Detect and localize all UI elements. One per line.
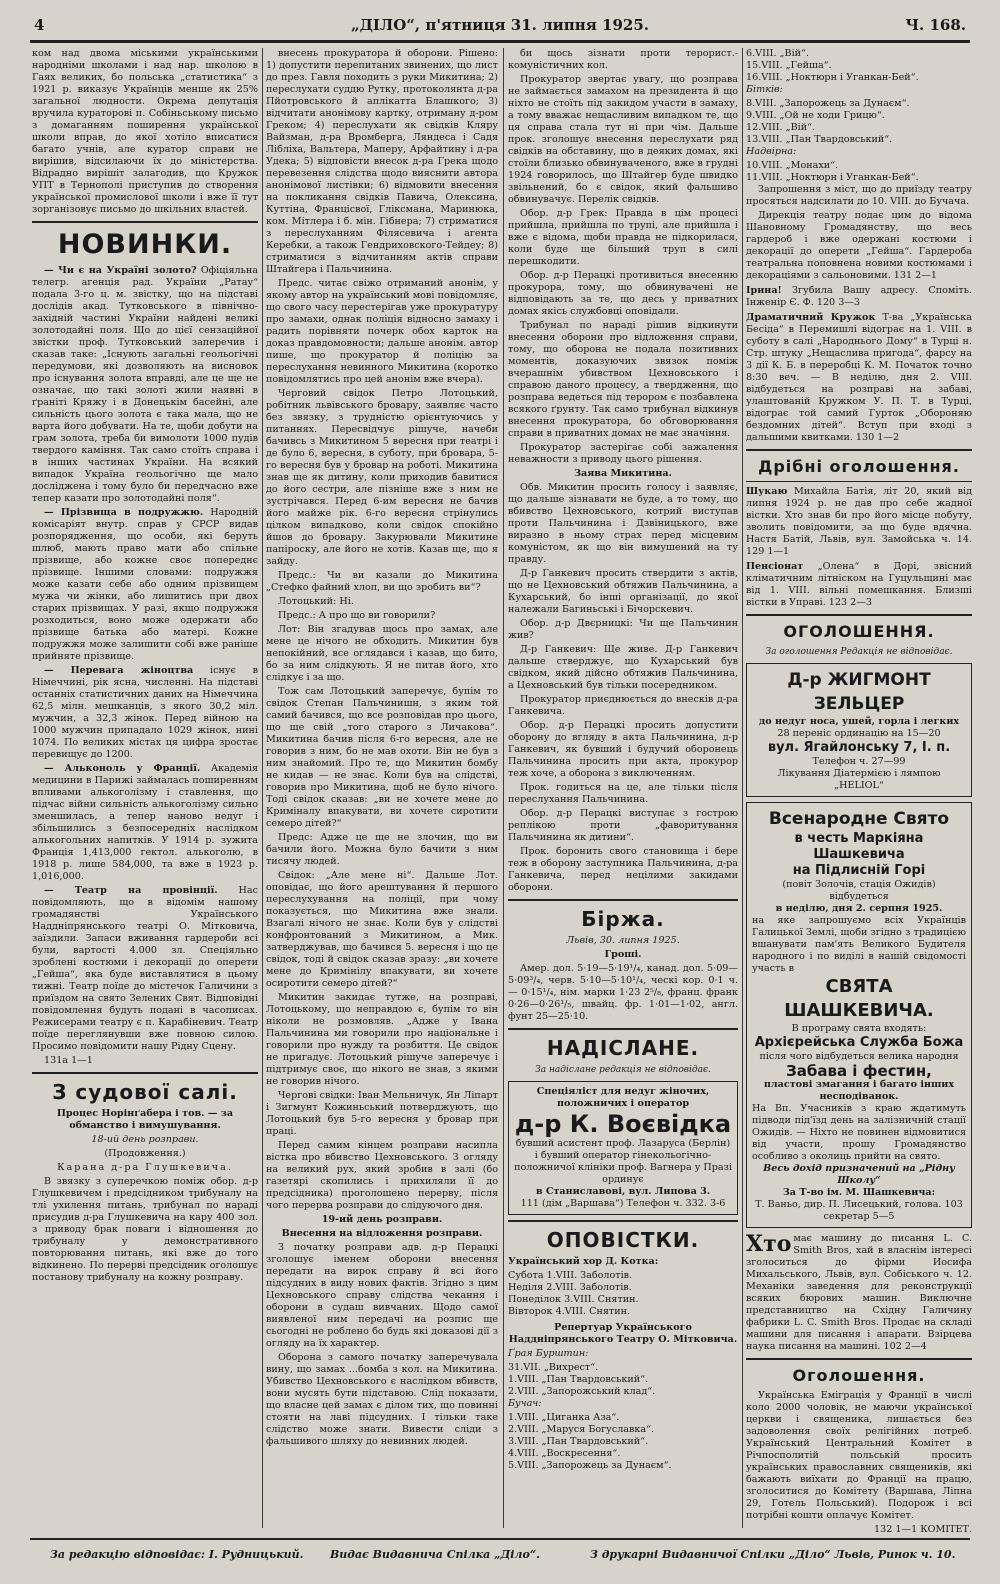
small-ad [746, 486, 972, 558]
section-rule [32, 1072, 258, 1074]
trial-paragraph: Д-р Ганкевич просить ствердити з актів, що не Цехновський обтяжив Пальчинина, а Кухарський, бо інші організації, до якої належали Багиньські і Бічорскевич. [508, 568, 738, 615]
section-rule [746, 1358, 972, 1360]
zelcer-line2: 28 переніс ординацію на 15—20 [777, 728, 941, 739]
ads-note: За оголошення Редакція не відповідає. [765, 647, 953, 657]
doctor-ad-name: д-р К. Воєвідка [514, 1110, 732, 1138]
court-text: В звязку з суперечкою поміж обор. д-р Глушкевичем і предсідником трибуналу на тлі ухилення питань, трибунал по нараді присудив д-ра Глушкевича на кару 400 зол. з приводу брак поваги і відношення до трибуналу у демонстративного повторювання питань, які вже до того відкинено. По перерві предсідник оголошує постанову трибуналу на кожну розправу. [32, 1176, 258, 1283]
section-rule [508, 1028, 738, 1030]
list-entry: Вівторок 4.VIII. Снятин. [508, 1306, 631, 1317]
festival-line2: на Підлисній Горі [792, 863, 926, 878]
column-1 [32, 48, 258, 1528]
news-item-text: існує в Німеччині, рік ясна, численні. На підставі останніх статистичних даних на Німеччина 62,5 мілн. мешканців, з якого 30,2 міл. мужчин, а 32,3 жінок. Перед війною на 1000 мужчин припадало 1029 жінок, нині 1074. По великих містах ця цифра зростає перевищує до 1200. [32, 665, 258, 760]
choir-title: Український хор Д. Котка: [508, 1256, 659, 1267]
list-entry: 3.VIII. „Пан Твардовський“. [508, 1436, 649, 1447]
list-entry: 8.VIII. „Запорожець за Дунаєм“. [746, 98, 910, 109]
trial-paragraph: Прокуратор застерігає собі зажалення неважности з приводу цього рішення. [508, 442, 738, 465]
section-rule [746, 481, 972, 482]
list-entry: Субота 1.VIII. Заболотів. [508, 1270, 633, 1281]
announcement-sign: 132 1—1 КОМІТЕТ. [874, 1524, 972, 1535]
footer-publisher: Видає Видавнича Спілка „Діло“. [330, 1548, 540, 1561]
trial-paragraph: Тож сам Лотоцький заперечує, бупім то свідок Степан Пальчинишн, з яким той самий бачився, що все розповідав про цього, що ще свій „того старого з Личакова“. Микитина бачив після 6-го вересня, але не говорив з ним, бо не мав охоти. Він не був з ним знайомий. Про те, що Микитин бомбу не кидав — не знає. Коли був на слідстві, говорив про Микитина, щоб не було нічого. Тоді свідок сказав: „ви не хочете мене до Криміналу впакувати, ви хочете сиротити семеро дітей?“ [266, 686, 498, 829]
news-item-text: Академія медицини в Парижі займалась поширенням впливами алькоголізму і ставлення, що підчас війни сильність алькоголізму сильно зменшилась, а тепер наново недуг і збільшились з безпосередніх наслідком алькогольних напитків. У 1914 р. зужита Франція 1,413,000 гектол. алькоголю, в 1918 р. лише 584,000, та вже в 1923 р. 1,016,000. [32, 763, 258, 882]
nadislane-note: За надіслане редакція не відповідає. [535, 1065, 711, 1075]
repertoire-title: Репертуар Українського Наддніпрянського Театру О. Мітковича. [508, 1322, 738, 1345]
trial-paragraph: Д-р Ганкевич: Ще живе. Д-р Ганкевич дальше стверджує, що Кухарський був свідком, який дійсно обтяжив Пальчинина, а Цехновський був тільки посередником. [508, 644, 738, 691]
doctor-ad-footer: 111 (дім „Варшава“) Телефон ч. 332. 3-6 [520, 1198, 726, 1209]
theatre-direction: Дирекція театру подає цим до відома Шановному Громадянству, що весь гардероб і вже одержані костюми і декорації до оперети „Гейша“. Гардероба театральна поповнена новими костюмами і декораціями з сальоновими. 131 2—1 [746, 210, 972, 281]
list-entry: 9.VIII. „Ой не ходи Грицю“. [746, 110, 885, 121]
doctor-ad-address: в Станиславові, вул. Липова 3. [535, 1186, 711, 1197]
list-entry: 16.VIII. „Ноктюрн і Уганкан-Бей“. [746, 72, 919, 83]
news-item-head: — Прізвища в подружжю. [44, 507, 204, 518]
small-ad-text: Михайла Батія, літ 20, який від липня 1924 р. не дав про себе жадної вістки. Хто знав би про його місце побуту, зволить повідомити, за що буде вдячна. Настя Батій, Львів, вул. Замойська ч. 14. 129 1—1 [746, 486, 972, 557]
festival-line4: відбудеться [829, 891, 889, 902]
section-rule [746, 449, 972, 451]
news-item [32, 1055, 258, 1067]
trial-paragraph: Предс: Адже це ще не злочин, що ви бачили його. Можна було бачити з ним тисячу людей. [266, 832, 498, 867]
section-rule [508, 1220, 738, 1222]
trial-paragraph: Прокуратор приєднюється до внесків д-ра Ганкевича. [508, 694, 738, 717]
repertoire-list [746, 98, 972, 146]
court-heading: Карана д-ра Глушкевича. [57, 1162, 233, 1173]
trial-paragraph: би щось зізнати проти терорист.-комуністичних кол. [508, 48, 738, 71]
column-divider [262, 48, 263, 1528]
news-item-head: — Перевага жіноцтва [44, 665, 194, 676]
festival-signers: Т. Ваньо, дир. П. Лисецький, голова. 103 секретар 5—5 [755, 1199, 963, 1222]
trial-paragraph: Обор. д-р Грек: Правда в цім процесі прийшла, прийшла по трупі, але прийшла і вже є відома, щоби правда не підкорилася, коли буде ще більший труп в силі перешкодити. [508, 208, 738, 267]
classified-head: Драматичний Кружок [746, 312, 876, 323]
small-ads-list [746, 486, 972, 609]
list-entry: 11.VIII. „Ноктюрн і Уганкан-Бей“. [746, 172, 919, 183]
festival-text2: На Вп. Учасників з краю ждатимуть підводи під'їзд день на залізничній стації Ожидів. — Ніхто не повинен відмовитися від участи, прошу Громадянство особливо з околиць прийти на свято. [752, 1103, 966, 1162]
section-rule [746, 614, 972, 616]
zelcer-street: вул. Ягайлонську 7, І. п. [767, 740, 951, 755]
list-entry: 5.VIII. „Запорожець за Дунаєм“. [508, 1460, 672, 1471]
announcement-title: Оголошення. [792, 1366, 926, 1385]
trial-paragraph: Перед самим кінцем розправи насипла вістка про вбивство Цехновського. З огляду на великий рух, який зробив в залі (бо газетярі скопились і прихиляли її до предсідника) проголошено перерву, після чого перерва розправи до слідуючого дня. [266, 1140, 498, 1211]
doctor-ad-top: Спеціяліст для недуг жіночих, положничих і оператор [536, 1086, 710, 1109]
trial-paragraph: Лотоцький: Ні. [278, 596, 354, 607]
trial-paragraph: Оборона з самого початку заперечувала вину, що замах ...бомба з кол. на Микитина. Убивство Цехновського є наслідком вбивств, вони мусять бути підставою. Слід показати, що власне цей замах є ділом тих, що повинні стояти на лаві підсудних. І тільки таке слідство може знати. Вивести сліди з фальшивого шляху до невинних людей. [266, 1352, 498, 1447]
zelcer-line1: до недуг носа, ушей, горла і легких [758, 716, 960, 727]
news-item [32, 885, 258, 1053]
list-entry: 2.VIII. „Маруся Богуславка“. [508, 1424, 655, 1435]
list-entry: 4.VIII. „Воскресення“. [508, 1448, 621, 1459]
nadislane-title: НАДІСЛАНЕ. [546, 1036, 700, 1060]
doctor-advertisement [508, 1081, 738, 1215]
news-item [32, 265, 258, 505]
news-section-title: НОВИНКИ. [57, 229, 233, 260]
small-ads-title: Дрібні оголошення. [758, 457, 960, 476]
repertoire-list [508, 1362, 738, 1398]
column-divider [503, 48, 504, 1528]
court-subtitle: Процес Норінґабера і тов. — за обманство і вимушування. [56, 1108, 234, 1131]
classified-entry [746, 312, 972, 444]
news-item [32, 507, 258, 663]
zelcer-tail: Лікування Діатермією і лямпою „HELIOL“ [777, 768, 941, 791]
section-rule [508, 899, 738, 901]
festival-sign: За Т-во ім. М. Шашкевича: [782, 1187, 936, 1198]
trial-subheading: 19-ий день розправи. [321, 1214, 443, 1225]
trial-paragraph: Предс.: А про що ви говорили? [278, 610, 436, 621]
classified-text: Згубила Вашу адресу. Споміть. Інженір Є. Ф. 120 3—3 [746, 285, 972, 308]
trial-continuation [508, 48, 738, 894]
festival-text: на яке запрошуємо всіх Українців Галицької Землі, щоби згідно з традицією вшанувати пам'ять Великого Будителя народного і по виділі в нашій свідомості участь в [752, 915, 966, 974]
repertoire-town: Надвірна: [746, 146, 797, 157]
list-entry: 12.VIII. „Вій“. [746, 122, 816, 133]
trial-paragraph: Обор. д-р Перацкі просить допустити оборону до вгляду в акта Пальчинина, д-р Ганкевич, як бувший і будучий оборонець Пальчинина просить при акта, прокурор теж хоче, а оборона з виключенням. [508, 720, 738, 779]
typewriter-ad-head: Хто [746, 1231, 792, 1257]
list-entry: 15.VIII. „Гейша“. [746, 60, 832, 71]
theatre-note: Запрошення з міст, що до приїзду театру просяться надсилати до 10. VIII. до Бучача. [746, 184, 972, 207]
small-ad-head: Шукаю [746, 486, 788, 497]
announcements-title: ОПОВІСТКИ. [546, 1228, 700, 1252]
repertoire-list [746, 48, 972, 84]
trial-paragraph: Обв. Микитин просить голосу і заявляє, що дальше зізнавати не буде, а то тому, що вбивство Цехновського, котрий виступав проти Пальчинина і Дзвіницького, вже виразно в ньому страх перед місцевим комуністом, як що він вимушений на ту правду. [508, 482, 738, 565]
exchange-subtitle: Гроші. [604, 949, 642, 960]
court-day: 18-ий день розправи. [91, 1134, 199, 1145]
shashkevych-festival-ad [746, 802, 972, 1228]
zelcer-name: Д-р ЖИГМОНТ ЗЕЛЬЦЕР [787, 670, 931, 714]
list-entry: 1.VIII. „Циганка Аза“. [508, 1412, 620, 1423]
trial-paragraph: Черговий свідок Петро Лотоцький, робітник львівського бровару, заявляє часто без звязку, з трудністю орієнтуючись у питаннях. Пересвідчує рішуче, начеби бачивсь з Микитином 5 вересня при театрі і де було 6, вересня, в суботу, при бровара, 5-го вересня був у бровар на роботі. Микитина знав ще як дитину, коли приходив бавитися до його сестри, але пізніше вже з ним не зустрічався. Перед 6-им вересня не бачив його майже рік. 6-го вересня стрінулись цілком випадково, коли свідок спокійно йшов до бровару. Закурювали Микитине папіроску, але його не хотів. Казав ще, що я зайду. [266, 388, 498, 567]
repertoire-town: Бітків: [746, 84, 783, 95]
classified-text: Т-ва „Українська Бесіда“ в Перемишлі відограє на 1. VIII. в суботу в салі „Народнього Дому“ в Турці н. Стр. штуку „Нещаслива пригода“, фарсу на 3 дії К. Б. в переробці К. М. Початок точно 8:30 веч. — В неділю, дня 2. VIII. відбудеться на розправі на забаві, улаштованій Кружком У. П. Т. в Турці, відограє той самий Гурток „Обороняю бездомних дітей“. Вступ при вході з дальшими квитками. 130 1—2 [746, 312, 972, 443]
small-ad-head: Пенсіонат [746, 561, 804, 572]
exchange-date: Львів, 30. липня 1925. [566, 935, 680, 946]
trial-paragraph: Прок. годиться на це, але тільки після переслухання Пальчинина. [508, 782, 738, 805]
trial-paragraph: Свідок: „Але мене ні“. Дальше Лот. оповідає, що його арештування й першого переслухування на поліції, при чому показується, що Микитина вже знали. Взагалі нічого не знає. Коли був у слідстві конфронтований з Микитином, а Мик. затверджував, що бачився 5. вересня і що це свідок, тоді й свідок сказав зразу: „ви хочете мене до Кримінілу впакувати, ви хочете осиротити семеро дітей?“ [266, 870, 498, 989]
news-item-text: Нас повідомляють, що в відомім нашому громадянстві Українського Наддніпрянського театрі О. Мітковича, заїздили. Запаси вживання гардероби всі були, вартості 4.000 зл. Спеціяльно зроблені костюми і декорації до оперети „Гейша“, яка буде виставлятися в цьому тижні. Театр поїде до містечок Галичини з приїздом на свято Зелених Свят. Відповідні повідомлення будуть подані в часописах. Режисерами театру є п. Карабіневич. Театр поїде переглянувши вже повною силою. Просимо повідомити нашу Рідну Сцену. [32, 885, 258, 1052]
repertoire-town: Ґрая Бурштин: [508, 1348, 589, 1359]
festival-item3: пластові змагання і багато інших несподіванок. [763, 1079, 955, 1102]
exchange-rates: Амер. дол. 5·19—5·19¹/₄, канад. дол. 5·09—5·09³/₄, черв. 5·10—5·10¹/₄, ческі кор. 0·1 ч. — 0·15¹/₄, нім. марки 1·23 2⁵/₈, франц. франк 0·26—0·26¹/₅, швайц. фр. 1·01—1·02, англ. фунт 25—25·10. [508, 963, 738, 1022]
list-entry: 1.VIII. „Пан Твардовський“. [508, 1374, 649, 1385]
news-list [32, 265, 258, 1067]
trial-paragraph: Предс.: Чи ви казали до Микитина „Стефко файний хлоп, ви що зробить ви“? [266, 570, 498, 593]
trial-paragraph: Чергові свідки: Іван Мельничук, Ян Ліпарт і Зигмунт Кожиньський потверджують, що Лотоцький був 5-го вересня у бровар при праці. [266, 1090, 498, 1137]
news-item-head: — Чи є на Україні золото? [44, 265, 197, 276]
festival-program: В програму свята входять: [791, 1023, 927, 1034]
typewriter-ad [746, 1233, 972, 1353]
small-ad [746, 561, 972, 609]
festival-income: Весь дохід призначений на „Рідну Школу“ [763, 1163, 955, 1186]
festival-line3: (повіт Золочів, стація Ожидів) [782, 879, 936, 890]
festival-date: в неділю, дня 2. серпня 1925. [775, 903, 943, 914]
doctor-ad-text: бувший асистент проф. Лазаруса (Берлін) і бувший оператор гінекольогічно-положничої клініки проф. Вагнера у Празі ординує [514, 1138, 732, 1185]
zelcer-advertisement [746, 663, 972, 797]
zelcer-phone: Телефон ч. 27—99 [812, 756, 906, 767]
news-item-head: — Театр на провінції. [44, 885, 218, 896]
festival-line1: в честь Маркіяна Шашкевича [794, 831, 924, 862]
typewriter-ad-text: має машину до писання L. C. Smith Bros, хай в власнім інтересі зголоситься до фірми Иосифа Михальського, Львів, вул. Собіського ч. 12. Механіки заведення для реконструкції всяких бюрових машин. Виключне представництво на Східну Галичину фабрики L. C. Smith Bros. Продає на складі машини для писання і апарати. Взірцева наука писання на машині. 102 2—4 [746, 1233, 972, 1352]
trial-paragraph: Прокуратор звертає увагу, що розправа не займається замахом на президента й що ніхто не стоїть під закидом участи в замаху, а тому вважає нещасливим випадком те, що ця справа стала тут ні при чім. Дальше прок. зголошує внесення переслухати ряд свідків на обставину, що в деяких домах, які стоїли близько обвинуваченого, вже в грудні 1924 говорилось, що Штайгер буде швидко звільнений, бо є свідок, який фальшиво обвинувачує. Перелік свідків. [508, 74, 738, 205]
list-entry: Понеділок 3.VIII. Снятин. [508, 1294, 639, 1305]
news-item-head: — Альконоль у Франції. [44, 763, 201, 774]
trial-paragraph: внесень прокуратора й оборони. Рішено: 1) допустити перепитаних звинених, що лист до през. Гавля походить з руки Микитина; 2) переслухати суддю Рутку, протоколянта д-ра Пйотровського й аплікатта Блашкого; 3) відчитати анонімову картку, отриману д-ром Греком; 4) переслухати як свідків Кляру Вайзман, д-ра Вромберга, Ляндеса і Садя Лібліха, Вальтера, Маперу, Арфайтину і д-ра Удека; 5) відповісти внесок д-ра Грека щодо перевезення слідства щодо вияснити автора анонімової листівки; 6) відмовити внесення на покликання свідків Павича, Олексина, Куттіна, Францісвої, Гліксмана, Маринюка, ком. Мітлера і б. мін. Гібнера; 7) стриматися з переслуханням Філясевича і агента Керебки, а також Гендриховского-Тейдеу; 8) стриматися з відчитанням актів справи Штайгера і Пальчинина. [266, 48, 498, 275]
news-item [32, 665, 258, 761]
trial-subheading: Внесення на відложення розправи. [281, 1228, 483, 1239]
repertoire-list [508, 1412, 738, 1472]
news-item [32, 763, 258, 883]
trial-paragraph: Обор. д-р Перацкі противиться внесенню прокурора, тому, що обвинувачені не відповідають за те, що десь у приватних домах якісь службовці оповідали. [508, 270, 738, 317]
trial-paragraph: Прок. боронить свого становища і бере теж в оборону заступника Пальчинина, д-ра Ганкевича, перед нецілими закидами оборони. [508, 846, 738, 893]
ads-title: ОГОЛОШЕННЯ. [783, 622, 935, 641]
masthead-line: „ДІЛО“, п'ятниця 31. липня 1925. [350, 16, 650, 34]
list-entry: 13.VIII. „Пан Твардовський“. [746, 134, 893, 145]
list-entry: 6.VIII. „Вій“. [746, 48, 809, 59]
list-entry: 10.VIII. „Монахи“. [746, 160, 839, 171]
festival-big: СВЯТА ШАШКЕВИЧА. [784, 976, 934, 1021]
intro-paragraph: ком над двома міськими українськими народніми школами і над нар. школою в Гаях великих, бо польська „статистика“ з 1921 р. виказує Українців менше як 25% загальної людности. Окрема депутація вручила кураторові п. Собіньському письмо з домаганням поширення української школи вправ, до якої хотіло вписатися багато учнів, але куратор справи не вирішив, відсилаючи їх до міністерства. Відрадно вирішіт залагодив, що Кружок УПТ в Тернополі приступив до створення української промислової школи і вже її тут зорганізовує письмо до шкільних властей. [32, 48, 258, 215]
trial-paragraph: Трибунал по нараді рішив відкинути внесення оборони про відложення справи, тому, що оборона не подала позитивних моментів, доказуючих звязок поміж вчерашнім убивством Цехновського і справою даного процесу, а твердження, що розправа ведеться під терором є позбавлена всякого ґрунту. Так само трибунал відкинув внесення прокуратора, бо обговорювання справи в приватних домах не має значіння. [508, 320, 738, 439]
classified-head: Ірина! [746, 285, 782, 296]
page-header [30, 14, 970, 43]
classified-list [746, 285, 972, 444]
footer-printer: З друкарні Видавничої Спілки „Діло“ Львів, Ринок ч. 10. [590, 1548, 956, 1561]
festival-item1-text: після чого відбудеться велика народня [759, 1051, 959, 1062]
news-item-text: Народній комісаріят внутр. справ у СРСР видав розпорядження, що особи, які беруть шлюб, мають право мати або спільне прізвище, або кожне своє попереднє прізвище. Іншими словами: подружжя може казати себе або одним прізвищем мужа чи жінки, або лишитись при двох старих прізвищах. У разі, якщо подружжя розходиться, воно може одержати або прізвище батька або матері. Кожне подружжя може залишити собі вже раніше прийняте прізвище. [32, 507, 258, 662]
court-continued: (Продовження.) [104, 1148, 186, 1159]
trial-paragraph: Обор. д-р Перацкі виступає з гострою реплікою проти „фаворитування Пальчинина як дитини“. [508, 808, 738, 843]
repertoire-town: Бучач: [508, 1398, 542, 1409]
news-item-text: Офіціяльна телегр. агенція рад. України „Ратау“ подала 3-го ц. м. звістку, що на підставі дослідів акад. Тутковського в північно-західній частині України найдені великі золотодайні поля. Що до цієї сензаційної звістки проф. Тутковський заперечив і сказав таке: „Існують загальні геольогічні передумови, які дозволяють на висновок про існування золота вправді, але це ще не означає, що такі золоті жили наявні в ґраніті Кряжу і в Донецькім басейні, але сильність цього золота є така мала, що не варта його добувати. На те, щоби добути на грам золота, треба би вимолоти 1000 пудів твердого каміння. Так само стоїть справа і в інших частинах України. На всякий випадок Україна геольогічно ще мало досліджена і тому було би передчасно вже тепер казати про золотодайні поля“. [32, 265, 258, 504]
list-entry: 2.VIII. „Запорожський клад“. [508, 1386, 656, 1397]
festival-item2: Забава і фестин, [786, 1062, 932, 1080]
footer-editor: За редакцію відповідає: І. Рудницький. [50, 1548, 304, 1561]
page-number: 4 [34, 16, 45, 34]
trial-paragraph: З початку розправи адв. д-р Перацкі зголошує іменем оборони внесення передати на вирок справу й всі його підсудних в виду нових фактів. Згідно з цим Цехновського справу слідства чекання і оборони в судаш вивчаних. Щодо самої виявленої ним передачі на розпис ще сьогодні не роблено бо будь які доказові дії з огляду на їх характер. [266, 1242, 498, 1349]
page-footer [30, 1538, 970, 1570]
column-3 [508, 48, 738, 1528]
court-section-title: З судової салі. [52, 1080, 238, 1104]
issue-number: Ч. 168. [905, 16, 966, 34]
repertoire-list [746, 160, 972, 184]
section-rule [32, 221, 258, 223]
news-item-text: 131а 1—1 [44, 1055, 93, 1066]
list-entry: Неділя 2.VIII. Заболотів. [508, 1282, 632, 1293]
trial-paragraph: Предс. читає свіжо отриманий анонім, у якому автор на український мові повідомляє, що свого часу перестерігав уже прокуратуру про замахи, однак поліція відносно замаху і радить порівняти почерк обох карток на доказ правдомовности; дальше анонім. автор пише, що прокуратор й поліцію за переслухання невинного Микитина (коротко повідомлятись про цей анонім вже вчера). [266, 278, 498, 385]
trial-paragraph: Обор. д-р Двєрницкі: Чи ще Пальчинин жив? [508, 618, 738, 641]
trial-subheading: Заява Микитина. [574, 468, 672, 479]
announcement-text: Українська Еміграція у Франції в числі коло 2000 чоловік, не маючи української церкви і священика, лишається без задоволення своїх релігійних потреб. Український Центральний Комітет в Річпосполитій польській просить українських православних священиків, які бажають виїхати до Франції на працю, зголоситися до Комітету (Варшава, Ліпна 29, Готель Польський). Подорож і всі потрібні кошти оплачує Комітет. [746, 1390, 972, 1521]
choir-list [508, 1270, 738, 1318]
column-2 [266, 48, 498, 1528]
festival-item1: Архієрейська Служба Божа [754, 1035, 964, 1050]
trial-paragraph: Микитин закидає тутже, на розправі, Лотоцькому, що неправдою є, бупім то він ніколи не розмовляв. „Адже у Івана Пальчинина ми говорили про національне і говорили про нужду та розбиття. Це свідок не пригадує. Лотоцький рішуче заперечує і підтримує своє, що нікого не знав, з якими не говорив нічого. [266, 992, 498, 1087]
festival-title: Всенародне Свято [768, 809, 950, 829]
classified-entry [746, 285, 972, 309]
list-entry: 31.VII. „Вихрест“. [508, 1362, 599, 1373]
column-divider [742, 48, 743, 1528]
trial-paragraph: Лот: Він згадував щось про замах, але мене це нічого не обходить. Микитин був непокійний, все оглядався і казав, що бито, бо за ним слідкують. Я не питав його, хто слідкує і за що. [266, 624, 498, 683]
column-4 [746, 48, 972, 1535]
exchange-title: Біржа. [581, 907, 665, 931]
small-ad-text: „Олена“ в Дорі, звісний кліматичним літніском на Гуцульщині має від 1. VIII. вільні помешкання. Близші вістки в Управі. 123 2—3 [746, 561, 972, 608]
